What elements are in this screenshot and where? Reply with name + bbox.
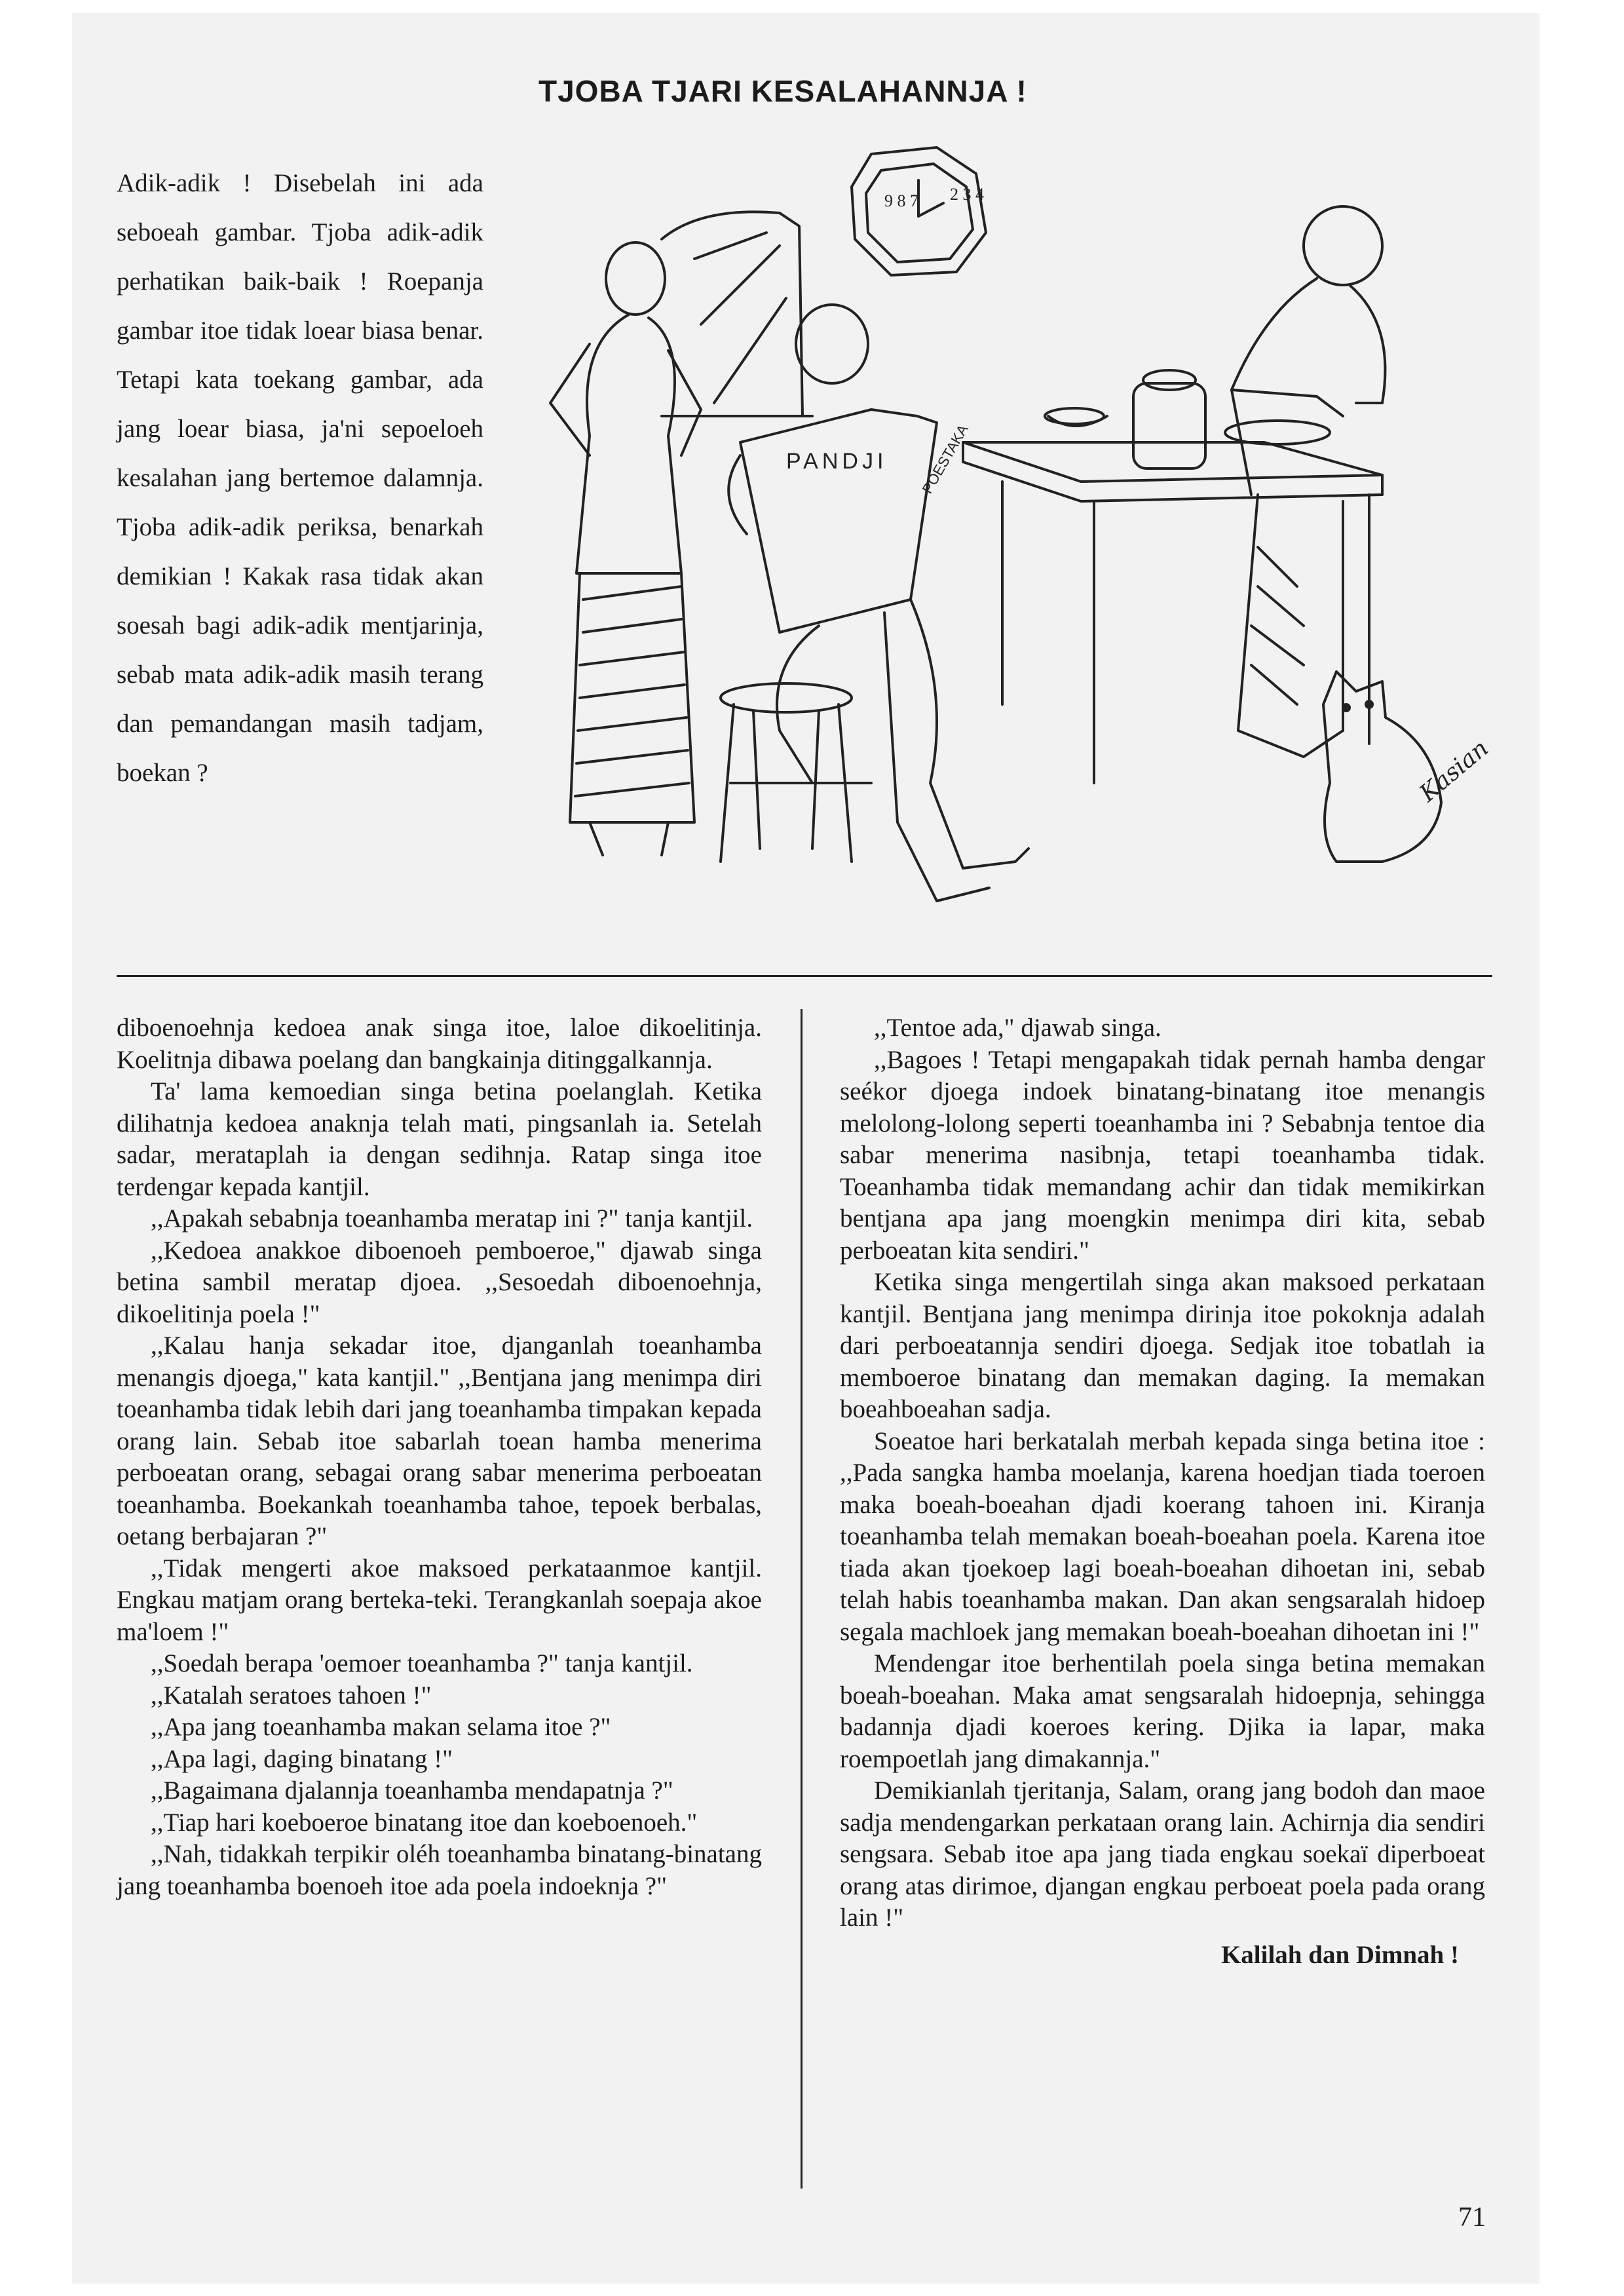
svg-text:2 3 4: 2 3 4: [950, 185, 984, 204]
section-divider: [117, 975, 1492, 977]
right-paragraph: Ketika singa mengertilah singa akan maksoed perkataan kantjil. Bentjana jang menimpa dirinja itoe pokoknja adalah dari perboeatannja sendiri djoega. Sedjak itoe tobatlah ia memboeroe binatang dan memakan daging. Ia memakan boeahboeahan sadja.: [840, 1268, 1485, 1423]
jar: [1133, 383, 1205, 469]
cat: [1323, 672, 1441, 862]
left-paragraph: ,,Kedoea anakkoe diboenoeh pemboeroe," djawab singa betina sambil meratap djoea. ,,Sesoedah diboenoehnja, dikoelitinja poela !": [117, 1236, 762, 1328]
stool: [721, 683, 852, 862]
table: [963, 370, 1382, 783]
story-column-right: [840, 1012, 1485, 1971]
column-divider: [801, 1009, 803, 2189]
left-paragraph: ,,Apa lagi, daging binatang !": [151, 1744, 453, 1773]
left-paragraph: ,,Tidak mengerti akoe maksoed perkataanmoe kantjil. Engkau matjam orang berteka-teki. Terangkanlah soepaja akoe ma'loem !": [117, 1554, 762, 1646]
page-title: TJOBA TJARI KESALAHANNJA !: [538, 74, 1027, 108]
woman-at-table: [1232, 206, 1385, 757]
newspaper-side-text: POESTAKA: [918, 421, 972, 497]
left-paragraph: ,,Kalau hanja sekadar itoe, djanganlah toeanhamba menangis djoega," kata kantjil." ,,Bentjana jang menimpa diri toeanhamba tidak lebih dari jang toeanhamba timpakan kepada orang lain. Sebab itoe sabarlah toean hamba menerima perboeatan orang, sebagai orang sabar menerima perboeatan toeanhamba. Boekankah toeanhamba tahoe, tepoek berbalas, oetang berbajaran ?": [117, 1331, 762, 1550]
intro-paragraph: Adik-adik ! Disebelah ini ada seboeah gambar. Tjoba adik-adik perhatikan baik-baik ! Roepanja gambar itoe tidak loear biasa benar. Tetapi kata toekang gambar, ada jang loear biasa, ja'ni sepoeloeh kesalahan jang bertemoe dalamnja. Tjoba adik-adik periksa, benarkah demikian ! Kakak rasa tidak akan soesah bagi adik-adik mentjarinja, sebab mata adik-adik masih terang dan pemandangan masih tadjam, boekan ?: [117, 169, 483, 787]
story-source: Kalilah dan Dimnah !: [1220, 1940, 1459, 1969]
left-paragraph: ,,Apa jang toeanhamba makan selama itoe ?": [151, 1713, 611, 1741]
left-paragraph: diboenoehnja kedoea anak singa itoe, laloe dikoelitinja. Koelitnja dibawa poelang dan bangkainja ditinggalkannja.: [117, 1014, 762, 1074]
right-paragraph: Soeatoe hari berkatalah merbah kepada singa betina itoe : ,,Pada sangka hamba moelanja, karena hoedjan tiada toeroen maka boeah-boeahan djadi koerang tahoen ini. Kiranja toeanhamba telah memakan boeah-boeahan poela. Karena itoe tiada akan tjoekoep lagi boeah-boeahan dihoetan ini, sebab telah habis toeanhamba makan. Dan akan sengsaralah hidoep segala machloek jang memakan boeah-boeahan dihoetan ini !": [840, 1426, 1485, 1646]
left-paragraph: ,,Tiap hari koeboeroe binatang itoe dan koeboenoeh.": [151, 1808, 698, 1837]
newspaper-masthead: PANDJI: [786, 449, 888, 474]
left-paragraph: ,,Soedah berapa 'oemoer toeanhamba ?" tanja kantjil.: [151, 1649, 693, 1677]
right-paragraph: Mendengar itoe berhentilah poela singa betina memakan boeah-boeahan. Maka amat sengsaralah hidoepnja, sehingga badannja djadi koeroes kering. Djika ia lapar, maka roempoetlah jang dimakannja.": [840, 1649, 1485, 1773]
puzzle-illustration: [504, 128, 1507, 940]
right-paragraph: ,,Bagoes ! Tetapi mengapakah tidak pernah hamba dengar seékor djoega indoek binatang-binatang itoe menangis melolong-lolong seperti toeanhamba ini ? Sebabnja tentoe dia sabar menerima nasibnja, tetapi toeanhamba tidak. Toeanhamba tidak memandang achir dan tidak memikirkan bentjana apa jang moengkin menimpa diri kita, sebab perboeatan kita sendiri.": [840, 1045, 1485, 1265]
left-paragraph: ,,Apakah sebabnja toeanhamba meratap ini ?" tanja kantjil.: [151, 1204, 753, 1233]
artist-signature: Kasian: [1414, 735, 1494, 807]
man-with-newspaper: [728, 305, 1029, 901]
right-paragraph: ,,Tentoe ada," djawab singa.: [874, 1014, 1161, 1042]
left-paragraph: ,,Nah, tidakkah terpikir oléh toeanhamba binatang-binatang jang toeanhamba boenoeh itoe ada poela indoeknja ?": [117, 1840, 762, 1900]
left-paragraph: ,,Katalah seratoes tahoen !": [151, 1681, 432, 1710]
right-paragraph: Demikianlah tjeritanja, Salam, orang jang bodoh dan maoe sadja mendengarkan perkataan orang lain. Achirnja dia sendiri sengsara. Sebab itoe apa jang tiada engkau soekaï diperboeat orang atas dirimoe, djangan engkau perboeat poela pada orang lain !": [840, 1776, 1485, 1932]
page-number: 71: [1458, 2202, 1486, 2232]
story-column-left: [117, 1012, 762, 1902]
left-paragraph: Ta' lama kemoedian singa betina poelanglah. Ketika dilihatnja kedoea anaknja telah mati, pingsanlah ia. Setelah sadar, merataplah ia dengan sedihnja. Ratap singa itoe terdengar kepada kantjil.: [117, 1077, 762, 1201]
clock-numerals: 9 8 7: [884, 191, 918, 210]
window-frame: [662, 212, 812, 416]
woman-at-window: [550, 242, 701, 855]
wall-clock: [852, 147, 986, 275]
left-paragraph: ,,Bagaimana djalannja toeanhamba mendapatnja ?": [151, 1776, 673, 1805]
